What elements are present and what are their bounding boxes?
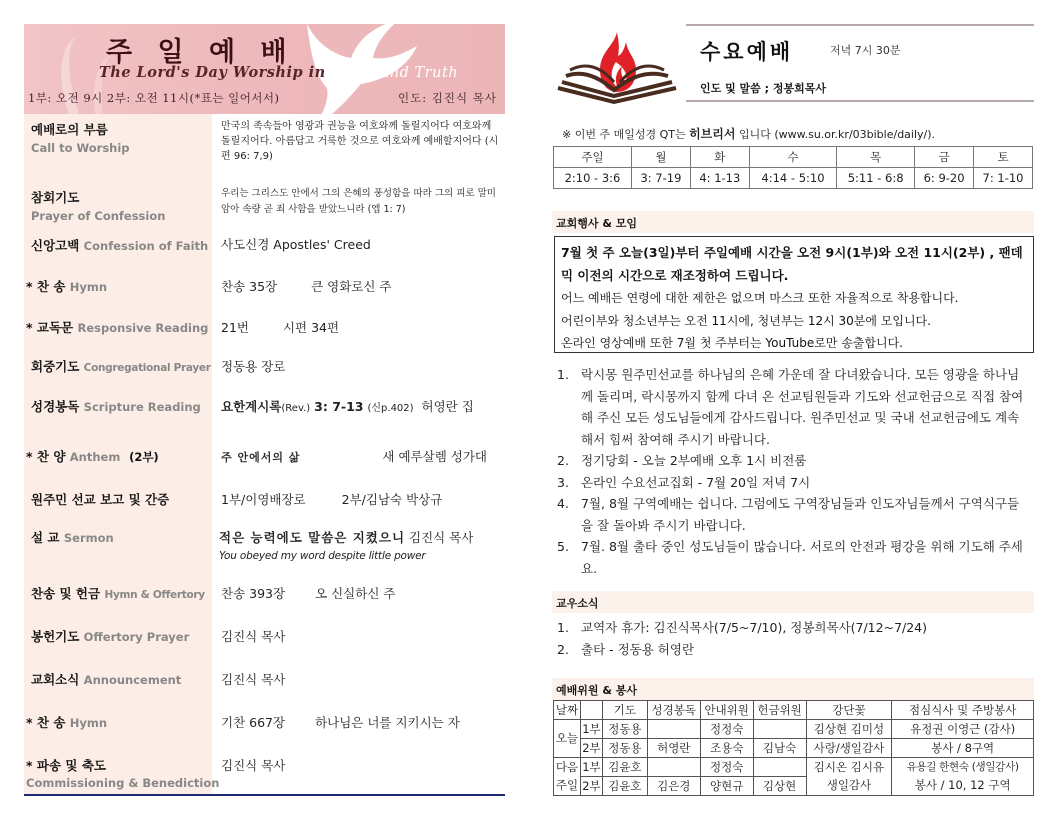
- wednesday-time: 저녁 7시 30분: [830, 44, 901, 57]
- subtitle-text: The Lord's Day Worship in: [99, 64, 332, 81]
- label-en: Responsive Reading: [77, 321, 209, 335]
- notice-headline: 7월 첫 주 오늘(3일)부터 주일예배 시간을 오전 9시(1부)와 오전 11시(2부) , 팬데믹 이전의 시간으로 재조정하여 드립니다.: [561, 245, 1023, 283]
- order-label: [31, 528, 216, 546]
- events-list: [557, 364, 1029, 579]
- order-value: 사도신경 Apostles' Creed: [221, 237, 371, 252]
- flowers-cell: 김시온 김시유: [806, 758, 892, 777]
- sermon-title: 적은 능력에도 말씀은 지켰으니: [219, 530, 406, 545]
- order-label: [31, 120, 216, 155]
- flowers-cell: 생일감사: [806, 777, 892, 796]
- usher-cell: 조용숙: [700, 739, 753, 758]
- item-text: 출타 - 정동용 허영란: [581, 641, 695, 657]
- members-news-heading: 교우소식: [552, 591, 1034, 613]
- label-ko: 찬 송: [36, 715, 66, 730]
- service-leader: 인도: 김진식 목사: [398, 91, 497, 105]
- column-header: 성경봉독: [647, 701, 700, 720]
- qt-note-text: ※ 이번 주 매일성경 QT는: [562, 128, 690, 141]
- qt-passage: 3: 7-19: [631, 168, 690, 189]
- order-label: [26, 756, 220, 790]
- qt-passage: 2:10 - 3:6: [554, 168, 632, 189]
- qt-day: 토: [974, 147, 1033, 168]
- table-row: [554, 739, 1034, 758]
- qt-schedule-table: [553, 146, 1033, 189]
- hymn-number: 찬송 35장: [221, 279, 278, 294]
- item-text: 락시몽 원주민선교를 하나님의 은혜 가운데 잘 다녀왔습니다. 모든 영광을 하나님께 돌리며, 락시몽까지 함께 다녀 온 선교팀원들과 기도와 선교헌금으로 직접 참여해 주신 모든 성도님들에게 감사드립니다. 원주민선교 및 국내 선교헌금에도 계속해서 힘써 참여해 주시기 바랍니다.: [581, 367, 1024, 447]
- order-label: [31, 397, 216, 415]
- order-label: [26, 318, 211, 336]
- qt-passage: 6: 9-20: [915, 168, 974, 189]
- label-ko: 교독문: [36, 320, 74, 335]
- label-ko: 참회기도: [31, 190, 80, 205]
- service-time-notice: [554, 236, 1034, 353]
- reading-cell: 김은경: [647, 777, 700, 796]
- usher-cell: 양현규: [700, 777, 753, 796]
- qt-passages-row: [554, 168, 1033, 189]
- qt-day: 목: [837, 147, 915, 168]
- flame-bible-logo-icon: [552, 26, 682, 110]
- list-item: [557, 639, 1029, 661]
- label-ko: 회중기도: [31, 359, 80, 374]
- label-en: Confession of Faith: [83, 239, 209, 253]
- wednesday-title: 수요예배: [700, 40, 794, 64]
- item-number: 3.: [557, 474, 569, 490]
- table-row: [554, 758, 1034, 777]
- lunch-cell: 유용길 한현숙 (생일감사): [892, 758, 1034, 777]
- list-item: [557, 472, 1029, 494]
- label-en: Scripture Reading: [83, 400, 201, 414]
- label-en: Hymn & Offertory: [104, 589, 205, 601]
- column-header: 기도: [602, 701, 647, 720]
- notice-line: 어린이부와 청소년부는 오전 11시에, 청년부는 12시 30분에 모입니다.: [561, 313, 931, 328]
- label-en: Commissioning & Benediction: [26, 776, 220, 790]
- item-text: 7월, 8월 구역예배는 쉽니다. 그럼에도 구역장님들과 인도자님들께서 구역식구들을 잘 돌아봐 주시기 바랍니다.: [581, 496, 1020, 533]
- scripture-reader: 허영란 집: [421, 399, 474, 414]
- report-part1: 1부/이영배장로: [221, 492, 306, 507]
- qt-day: 수: [749, 147, 836, 168]
- standing-marker: *: [26, 715, 33, 730]
- hymn-title: 큰 영화로신 주: [311, 279, 392, 294]
- standing-marker: *: [26, 320, 33, 335]
- date-cell: 다음: [554, 758, 581, 777]
- column-header: 강단꽃: [806, 701, 892, 720]
- order-label: [26, 447, 211, 465]
- part-cell: 2부: [580, 739, 602, 758]
- item-number: 4.: [557, 496, 569, 511]
- duty-heading: 예배위원 & 봉사: [552, 678, 1034, 700]
- notice-line: 온라인 영상예배 또한 7월 첫 주부터는 YouTube로만 송출합니다.: [561, 336, 903, 350]
- prayer-cell: 김윤호: [602, 777, 647, 796]
- label-ko: 봉헌기도: [31, 629, 80, 644]
- table-row: [554, 777, 1034, 796]
- anthem-choir: 새 예루살렘 성가대: [382, 449, 487, 464]
- sermon-title-en: You obeyed my word despite little power: [219, 550, 426, 562]
- qt-note: [562, 125, 935, 142]
- bottom-divider: [24, 794, 505, 796]
- qt-passage: 5:11 - 6:8: [837, 168, 915, 189]
- lunch-cell: 유정권 이영근 (감사): [892, 720, 1034, 739]
- order-value: 김진식 목사: [221, 758, 286, 773]
- flowers-cell: 김상현 김미성: [806, 720, 892, 739]
- order-value: [221, 490, 501, 508]
- sunday-subtitle: [99, 64, 458, 81]
- item-number: 1.: [557, 620, 569, 635]
- reading-psalm: 시편 34편: [282, 320, 340, 335]
- qt-note-url: 입니다 (www.su.or.kr/03bible/daily/).: [735, 128, 936, 141]
- wednesday-service-header: [686, 24, 1034, 102]
- qt-passage: 4: 1-13: [690, 168, 749, 189]
- report-part2: 2부/김남숙 박상규: [341, 492, 443, 507]
- members-news-list: [557, 617, 1029, 660]
- prayer-cell: 정동용: [602, 739, 647, 758]
- label-en: Hymn: [69, 716, 108, 730]
- reading-cell: 허영란: [647, 739, 700, 758]
- standing-marker: *: [26, 758, 33, 773]
- reading-cell: [647, 758, 700, 777]
- lunch-cell: 봉사 / 8구역: [892, 739, 1034, 758]
- order-label: [31, 357, 216, 375]
- qt-day: 주일: [554, 147, 632, 168]
- hymn-number: 기찬 667장: [221, 715, 286, 730]
- label-en: Congregational Prayer: [83, 362, 211, 374]
- standing-marker: *: [26, 279, 33, 294]
- list-item: [557, 536, 1029, 579]
- label-ko: 교회소식: [31, 672, 80, 687]
- label-ko: 신앙고백: [31, 238, 80, 253]
- column-header: 점심식사 및 주방봉사: [892, 701, 1034, 720]
- reading-cell: [647, 720, 700, 739]
- order-value: 정동용 장로: [221, 359, 286, 374]
- events-heading: 교회행사 & 모임: [552, 211, 1034, 233]
- part-cell: 1부: [580, 758, 602, 777]
- order-value: [221, 397, 501, 415]
- qt-days-row: [554, 147, 1033, 168]
- wednesday-leader: 인도 및 말씀 ; 정봉희목사: [700, 82, 826, 95]
- scripture-verse: 3: 7-13: [314, 399, 364, 414]
- flowers-cell: 사랑/생일감사: [806, 739, 892, 758]
- order-value: [221, 277, 501, 295]
- date-cell: 오늘: [554, 720, 581, 758]
- order-value: 김진식 목사: [221, 629, 286, 644]
- order-value: [221, 447, 501, 465]
- order-label: [26, 713, 211, 731]
- label-ko: 찬 양: [36, 449, 66, 464]
- item-text: 7월. 8월 출타 중인 성도님들이 많습니다. 서로의 안전과 평강을 위해 기도해 주세요.: [581, 539, 1023, 576]
- prayer-cell: 김윤호: [602, 758, 647, 777]
- order-label: [31, 584, 216, 602]
- order-value: [221, 584, 501, 602]
- part-cell: 1부: [580, 720, 602, 739]
- offering-cell: 김남숙: [753, 739, 806, 758]
- item-text: 정기당회 - 오늘 2부예배 오후 1시 비전룸: [581, 453, 807, 468]
- offering-cell: 김상현: [753, 777, 806, 796]
- prayer-cell: 정동용: [602, 720, 647, 739]
- part-cell: 2부: [580, 777, 602, 796]
- scripture-page: (신p.402): [367, 403, 414, 414]
- sunday-title: 주 일 예 배: [106, 37, 295, 68]
- item-text: 온라인 수요선교집회 - 7월 20일 저녁 7시: [581, 474, 811, 490]
- item-text: 교역자 휴가: 김진식목사(7/5~7/10), 정봉희목사(7/12~7/24): [581, 620, 928, 635]
- hymn-title: 오 신실하신 주: [315, 586, 396, 601]
- label-en: Prayer of Confession: [31, 209, 166, 223]
- reading-number: 21번: [221, 320, 249, 335]
- order-of-worship: [24, 114, 505, 794]
- label-en: Sermon: [63, 531, 114, 545]
- subtitle-highlight: Spirit and Truth: [331, 65, 459, 81]
- order-label: [31, 627, 216, 645]
- qt-day: 월: [631, 147, 690, 168]
- order-value: [221, 713, 501, 731]
- scripture-book-en: (Rev.): [281, 403, 311, 414]
- notice-line: 어느 예배든 연령에 대한 제한은 없으며 마스크 또한 자율적으로 착용합니다.: [561, 291, 959, 305]
- label-ko: 설 교: [31, 530, 60, 545]
- hymn-title: 하나님은 너를 지키시는 자: [315, 715, 460, 730]
- order-label: [31, 670, 216, 688]
- date-cell: 주일: [554, 777, 581, 796]
- label-ko: 예배로의 부름: [31, 122, 108, 137]
- column-header: 날짜: [554, 701, 581, 720]
- label-en: Call to Worship: [31, 141, 130, 155]
- qt-day: 금: [915, 147, 974, 168]
- usher-cell: 정정숙: [700, 720, 753, 739]
- scripture-book: 요한계시록: [221, 399, 282, 414]
- standing-marker: *: [26, 449, 33, 464]
- label-ko: 찬 송: [36, 279, 66, 294]
- item-number: 2.: [557, 641, 569, 657]
- label-en: Hymn: [69, 280, 108, 294]
- order-value: 우리는 그리스도 안에서 그의 은혜의 풍성함을 따라 그의 피로 말미암아 속량 곧 죄 사함을 받았느니라 (엡 1: 7): [221, 188, 496, 215]
- offering-cell: [753, 758, 806, 777]
- label-en: Announcement: [83, 673, 182, 687]
- duty-header-row: [554, 701, 1034, 720]
- anthem-title: 주 안에서의 삶: [221, 451, 301, 464]
- table-row: [554, 720, 1034, 739]
- order-label: [31, 236, 216, 254]
- qt-passage: 4:14 - 5:10: [749, 168, 836, 189]
- list-item: [557, 364, 1029, 450]
- label-ko: 찬송 및 헌금: [31, 586, 101, 601]
- service-times: 1부: 오전 9시 2부: 오전 11시(*표는 일어서서): [28, 91, 280, 105]
- item-number: 2.: [557, 453, 569, 468]
- order-value: [221, 318, 501, 336]
- usher-cell: 정정숙: [700, 758, 753, 777]
- label-ko: 성경봉독: [31, 399, 80, 414]
- label-ko: 파송 및 축도: [36, 758, 106, 773]
- order-label: [26, 277, 211, 295]
- order-label: [31, 188, 216, 223]
- column-header: 안내위원: [700, 701, 753, 720]
- item-number: 5.: [557, 539, 569, 554]
- label-en: Anthem: [69, 450, 121, 464]
- column-header: [580, 701, 602, 720]
- label-service-part: (2부): [129, 450, 159, 464]
- list-item: [557, 450, 1029, 472]
- order-label: 원주민 선교 보고 및 간증: [31, 492, 170, 507]
- qt-day: 화: [690, 147, 749, 168]
- list-item: [557, 493, 1029, 536]
- order-value: 만국의 족속들아 영광과 권능을 여호와께 돌릴지어다 여호와께 돌릴지어다. 아름답고 거룩한 것으로 여호와께 예배할지어다 (시편 96: 7,9): [221, 121, 499, 162]
- duty-roster-table: [553, 700, 1034, 796]
- offering-cell: [753, 720, 806, 739]
- sermon-preacher: 김진식 목사: [409, 530, 474, 545]
- order-value: [219, 528, 499, 562]
- sunday-service-page: [24, 24, 505, 796]
- qt-book: 히브리서: [689, 127, 736, 141]
- item-number: 1.: [557, 367, 569, 382]
- column-header: 헌금위원: [753, 701, 806, 720]
- list-item: [557, 617, 1029, 639]
- order-value: 김진식 목사: [221, 672, 286, 687]
- lunch-cell: 봉사 / 10, 12 구역: [892, 777, 1034, 796]
- sunday-banner: [24, 24, 505, 114]
- hymn-number: 찬송 393장: [221, 586, 286, 601]
- label-en: Offertory Prayer: [83, 630, 190, 644]
- qt-passage: 7: 1-10: [974, 168, 1033, 189]
- weekly-news-page: [552, 24, 1034, 796]
